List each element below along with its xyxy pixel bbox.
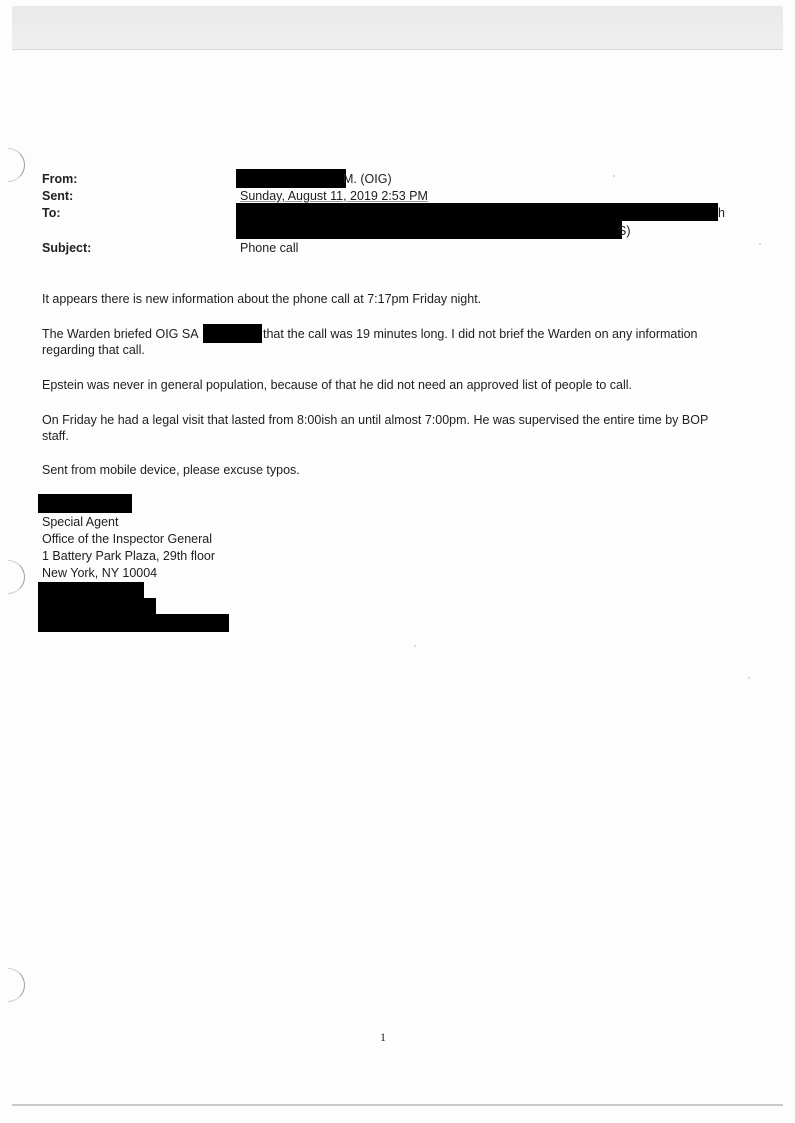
punch-hole-mark xyxy=(8,560,25,594)
redaction-block xyxy=(38,582,144,599)
scan-speck xyxy=(759,243,761,245)
redaction-block xyxy=(203,324,262,343)
sent-label: Sent: xyxy=(42,189,74,203)
body-text: On Friday he had a legal visit that lasted from 8:00ish an until almost 7:00pm. He was supervised the entire time by BOP xyxy=(42,413,709,427)
scan-speck xyxy=(748,677,750,679)
signature-address: 1 Battery Park Plaza, 29th floor xyxy=(42,549,216,563)
to-fragment: h xyxy=(718,206,725,220)
signature-office: Office of the Inspector General xyxy=(42,532,213,546)
scan-speck xyxy=(613,175,615,177)
redaction-block xyxy=(236,169,346,188)
scan-speck xyxy=(414,645,416,647)
to-label: To: xyxy=(42,206,61,220)
body-paragraph: It appears there is new information about the phone call at 7:17pm Friday night. xyxy=(42,292,482,306)
redaction-block xyxy=(38,494,132,513)
to-fragment: S) xyxy=(618,224,631,238)
punch-hole-mark xyxy=(8,968,25,1002)
body-text: that the call was 19 minutes long. I did not brief the Warden on any information xyxy=(263,327,698,341)
body-text: The Warden briefed OIG SA xyxy=(42,327,199,341)
signature-address: New York, NY 10004 xyxy=(42,566,158,580)
redaction-block xyxy=(38,614,229,632)
from-value: M. (OIG) xyxy=(343,172,392,186)
sent-value: Sunday, August 11, 2019 2:53 PM xyxy=(240,189,428,203)
redaction-block xyxy=(38,598,156,615)
page-number: 1 xyxy=(380,1030,386,1044)
redaction-block xyxy=(236,203,718,221)
punch-hole-mark xyxy=(8,148,25,182)
scan-top-band xyxy=(12,6,783,50)
subject-value: Phone call xyxy=(240,241,299,255)
body-text: regarding that call. xyxy=(42,343,145,357)
body-text: staff. xyxy=(42,429,69,443)
from-label: From: xyxy=(42,172,78,186)
signature-title: Special Agent xyxy=(42,515,119,529)
scan-bottom-line xyxy=(12,1104,783,1106)
subject-label: Subject: xyxy=(42,241,92,255)
body-paragraph: Sent from mobile device, please excuse typos. xyxy=(42,463,300,477)
body-paragraph: Epstein was never in general population, because of that he did not need an approved list of people to call. xyxy=(42,378,632,392)
redaction-block xyxy=(236,221,622,239)
